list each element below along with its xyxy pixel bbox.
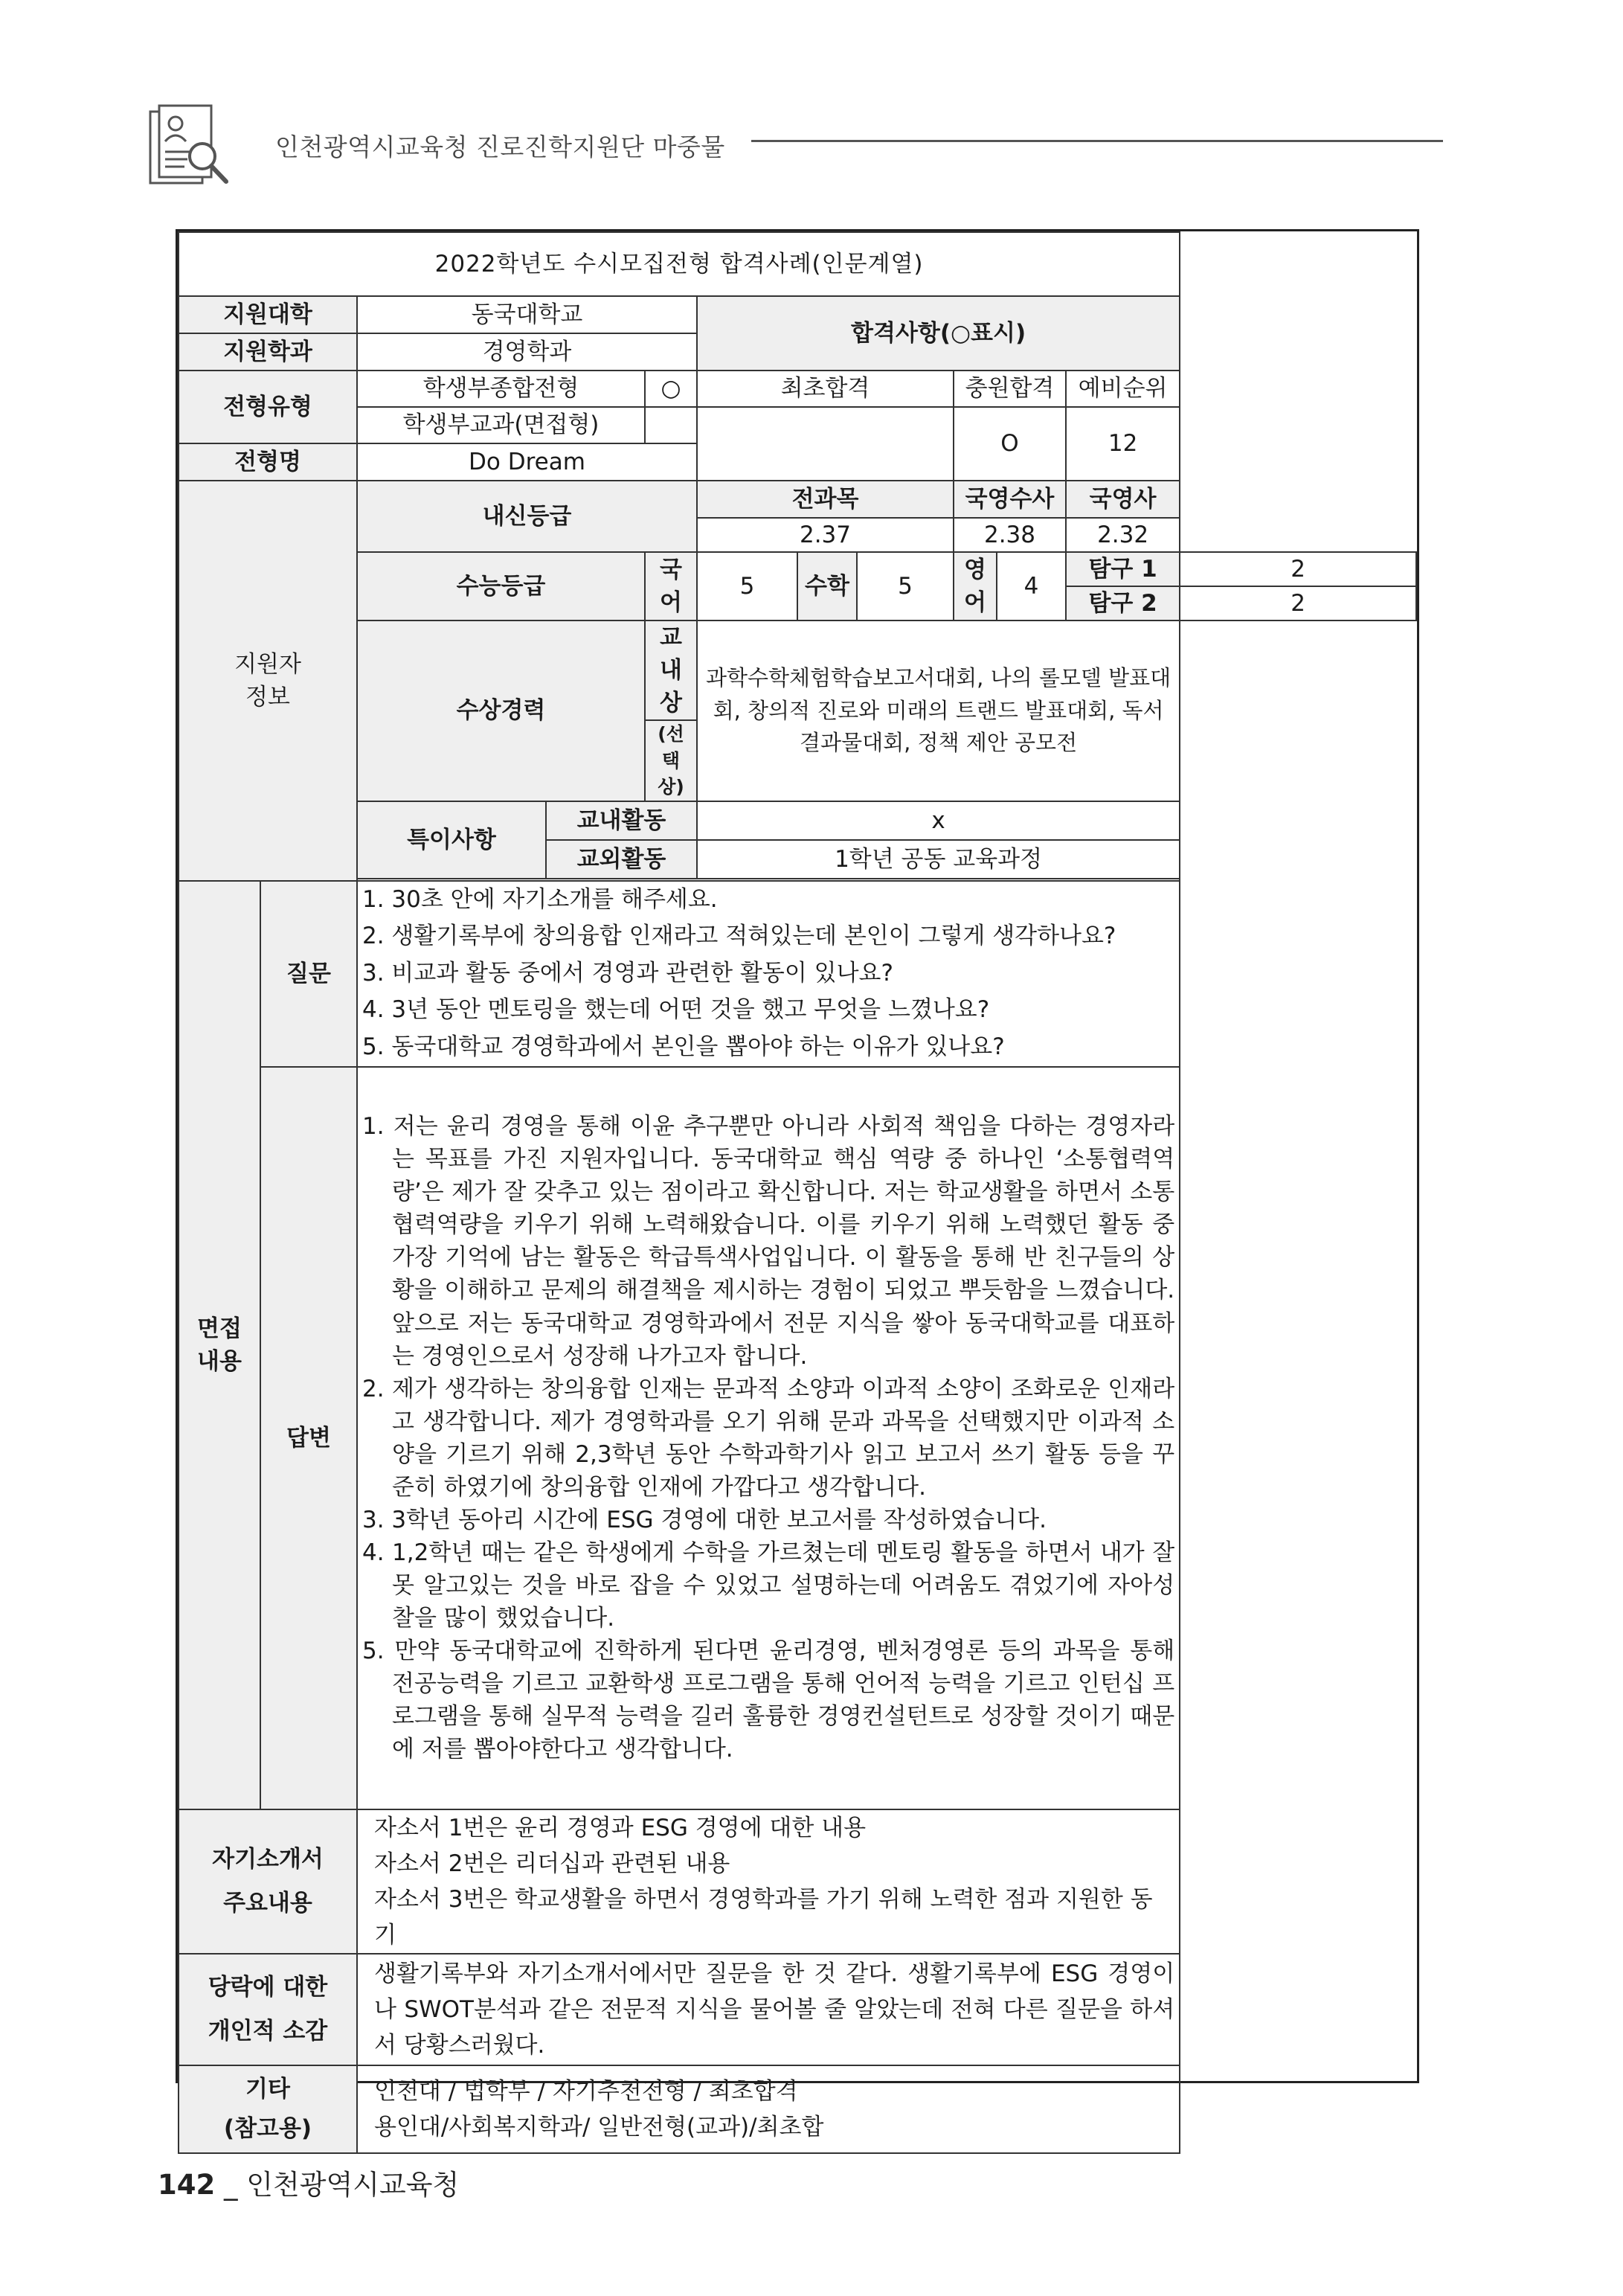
other-item: 인천대 / 법학부 / 자기추천전형 / 최초합격: [374, 2077, 798, 2105]
question-item: 2. 생활기록부에 창의융합 인재라고 적혀있는데 본인이 그렇게 생각하나요?: [362, 923, 1116, 950]
result-header: 합격사항(○표시): [697, 296, 1180, 371]
admission-type-option-1: 학생부종합전형: [357, 371, 645, 407]
gpa-kes-value: 2.32: [1066, 518, 1180, 552]
essay-summary-item: 자소서 3번은 학교생활을 하면서 경영학과를 가기 위해 노력한 점과 지원한 동기: [374, 1885, 1153, 1949]
special-notes-label: 특이사항: [357, 801, 546, 879]
answers-label: 답변: [260, 1067, 357, 1809]
result-additional-label: 충원합격: [954, 371, 1066, 407]
page-number: 142: [158, 2169, 216, 2201]
question-item: 5. 동국대학교 경영학과에서 본인을 뽑아야 하는 이유가 있나요?: [362, 1033, 1005, 1060]
english-label: 영어: [954, 552, 997, 621]
admission-type-label: 전형유형: [179, 371, 357, 443]
question-item: 3. 비교과 활동 중에서 경영과 관련한 활동이 있나요?: [362, 959, 893, 987]
answer-list: [362, 1110, 1174, 1765]
out-school-activity-label: 교외활동: [546, 840, 697, 879]
admission-type-mark-1: ○: [645, 371, 697, 407]
admission-case-sheet: [176, 229, 1419, 2142]
university-label: 지원대학: [179, 296, 357, 333]
gpa-kems-value: 2.38: [954, 518, 1066, 552]
applicant-info-label: 지원자 정보: [179, 481, 357, 881]
admission-type-option-2: 학생부교과(면접형): [357, 407, 645, 443]
inquiry-2-label: 탐구 2: [1066, 586, 1180, 621]
publisher-label: 인천광역시교육청 진로진학지원단 마중물: [275, 132, 725, 161]
impression-text: 생활기록부와 자기소개서에서만 질문을 한 것 같다. 생활기록부에 ESG 경영이나 SWOT분석과 같은 전문적 지식을 물어볼 줄 알았는데 전혀 다른 질문을 하셔서 당황스러웠다.: [357, 1954, 1180, 2065]
questions-label: 질문: [260, 881, 357, 1067]
essay-summary-label: 자기소개서 주요내용: [179, 1809, 357, 1954]
awards-label: 수상경력: [357, 621, 645, 801]
answer-item: 1. 저는 윤리 경영을 통해 이윤 추구뿐만 아니라 사회적 책임을 다하는 경영자라는 목표를 가진 지원자입니다. 동국대학교 핵심 역량 중 하나인 ‘소통협력역량’은 제가 잘 갖추고 있는 점이라고 확신합니다. 저는 학교생활을 하면서 소통협력역량을 키우기 위해 노력해왔습니다. 이를 키우기 위해 노력했던 활동 중 가장 기억에 남는 활동은 학급특색사업입니다. 이 활동을 통해 반 친구들의 상황을 이해하고 문제의 해결책을 제시하는 경험이 되었고 뿌듯함을 느꼈습니다. 앞으로 저는 동국대학교 경영학과에서 전문 지식을 쌓아 동국대학교를 대표하는 경영인으로서 성장해 나가고자 합니다.: [362, 1113, 1175, 1370]
interview-label: 면접 내용: [179, 881, 260, 1809]
essay-summary-item: 자소서 2번은 리더십과 관련된 내용: [374, 1850, 730, 1877]
csat-label: 수능등급: [357, 552, 645, 621]
inquiry-2-grade: 2: [1180, 586, 1416, 621]
essay-summary-item: 자소서 1번은 윤리 경영과 ESG 경영에 대한 내용: [374, 1814, 867, 1841]
gpa-label: 내신등급: [357, 481, 697, 552]
gpa-all-label: 전과목: [697, 481, 954, 518]
in-school-activity-label: 교내활동: [546, 801, 697, 840]
inquiry-1-grade: 2: [1180, 552, 1416, 586]
result-first-value: [697, 407, 954, 481]
inquiry-1-label: 탐구 1: [1066, 552, 1180, 586]
in-school-awards-label: 교내상: [645, 621, 697, 720]
awards-list: 과학수학체험학습보고서대회, 나의 롤모델 발표대회, 창의적 진로와 미래의 트랜드 발표대회, 독서 결과물대회, 정책 제안 공모전: [697, 621, 1180, 801]
admission-name-value: Do Dream: [357, 443, 697, 481]
page-title: 2022학년도 수시모집전형 합격사례(인문계열): [179, 232, 1180, 296]
math-label: 수학: [797, 552, 857, 621]
result-additional-value: O: [954, 407, 1066, 481]
footer-org: 인천광역시교육청: [246, 2169, 460, 2201]
gpa-kes-label: 국영사: [1066, 481, 1180, 518]
in-school-activity-value: x: [697, 801, 1180, 840]
university-value: 동국대학교: [357, 296, 697, 333]
result-waitlist-label: 예비순위: [1066, 371, 1180, 407]
result-first-label: 최초합격: [697, 371, 954, 407]
admission-type-mark-2: [645, 407, 697, 443]
footer-separator: _: [215, 2169, 247, 2201]
question-list: [362, 882, 1174, 1066]
admission-name-label: 전형명: [179, 443, 357, 481]
question-item: 1. 30초 안에 자기소개를 해주세요.: [362, 885, 718, 913]
major-label: 지원학과: [179, 333, 357, 371]
answer-item: 5. 만약 동국대학교에 진학하게 된다면 윤리경영, 벤처경영론 등의 과목을 통해 전공능력을 기르고 교환학생 프로그램을 통해 언어적 능력을 기르고 인턴십 프로그램을 통해 실무적 능력을 길러 훌륭한 경영컨설턴트로 성장할 것이기 때문에 저를 뽑아야한다고 생각합니다.: [362, 1637, 1175, 1763]
korean-grade: 5: [697, 552, 797, 621]
answer-item: 3. 3학년 동아리 시간에 ESG 경영에 대한 보고서를 작성하였습니다.: [362, 1506, 1047, 1533]
page-footer: [158, 2162, 459, 2202]
essay-summary-list: [374, 1810, 1174, 1953]
out-school-activity-value: 1학년 공동 교육과정: [697, 840, 1180, 879]
answer-item: 2. 제가 생각하는 창의융합 인재는 문과적 소양과 이과적 소양이 조화로운 인재라고 생각합니다. 제가 경영학과를 오기 위해 문과 과목을 선택했지만 이과적 소양을 기르기 위해 2,3학년 동안 수학과학기사 읽고 보고서 쓰기 활동 등을 꾸준히 하였기에 창의융합 인재에 가깝다고 생각합니다.: [362, 1375, 1175, 1501]
question-item: 4. 3년 동안 멘토링을 했는데 어떤 것을 했고 무엇을 느꼈나요?: [362, 996, 990, 1024]
answer-item: 4. 1,2학년 때는 같은 학생에게 수학을 가르쳤는데 멘토링 활동을 하면서 내가 잘못 알고있는 것을 바로 잡을 수 있었고 설명하는데 어려움도 겪었기에 자아성찰을 많이 했었습니다.: [362, 1539, 1175, 1632]
other-label: 기타 (참고용): [179, 2065, 357, 2153]
major-value: 경영학과: [357, 333, 697, 371]
document-search-icon: [149, 104, 231, 187]
selected-awards-label: (선택상): [645, 720, 697, 801]
math-grade: 5: [857, 552, 954, 621]
impression-label: 당락에 대한 개인적 소감: [179, 1954, 357, 2065]
header-rule: [751, 140, 1443, 142]
gpa-all-value: 2.37: [697, 518, 954, 552]
other-item: 용인대/사회복지학과/ 일반전형(교과)/최초합: [374, 2113, 824, 2141]
english-grade: 4: [997, 552, 1066, 621]
other-list: [374, 2074, 1174, 2145]
korean-label: 국어: [645, 552, 697, 621]
case-table: [178, 231, 1417, 2154]
gpa-kems-label: 국영수사: [954, 481, 1066, 518]
result-waitlist-value: 12: [1066, 407, 1180, 481]
